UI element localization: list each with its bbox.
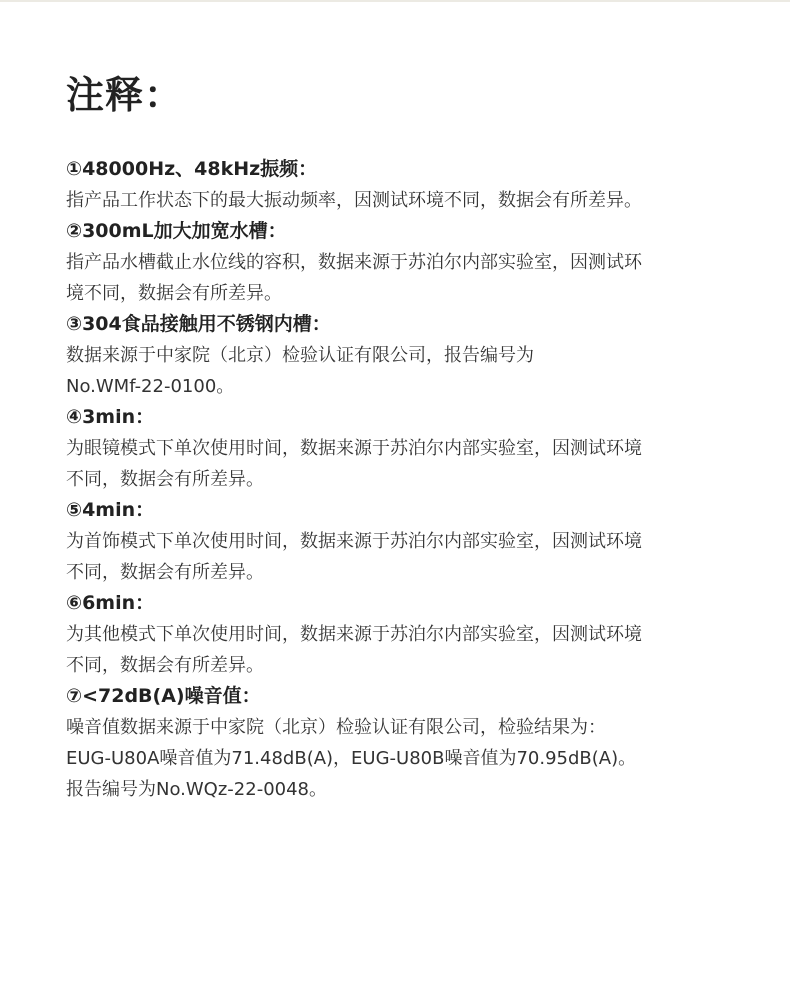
note-body: 数据来源于中家院（北京）检验认证有限公司，报告编号为 No.WMf-22-0100。 (66, 345, 534, 397)
note-body: 为眼镜模式下单次使用时间，数据来源于苏泊尔内部实验室，因测试环境 不同，数据会有所差异。 (66, 438, 642, 490)
note-body: 指产品水槽截止水位线的容积，数据来源于苏泊尔内部实验室，因测试环 境不同，数据会有所差异。 (66, 252, 642, 304)
note-item (66, 216, 726, 309)
note-item (66, 402, 726, 495)
note-item (66, 154, 726, 216)
note-body: 为其他模式下单次使用时间，数据来源于苏泊尔内部实验室，因测试环境 不同，数据会有所差异。 (66, 624, 642, 676)
notes-section (66, 68, 726, 805)
note-item (66, 588, 726, 681)
note-heading: ⑤4min： (66, 499, 155, 521)
note-heading: ③304食品接触用不锈钢内槽： (66, 313, 331, 335)
note-heading: ⑥6min： (66, 592, 155, 614)
page-title: 注释： (66, 73, 184, 117)
note-item (66, 309, 726, 402)
note-heading: ②300mL加大加宽水槽： (66, 220, 287, 242)
note-body: 指产品工作状态下的最大振动频率，因测试环境不同，数据会有所差异。 (66, 190, 642, 211)
note-heading: ④3min： (66, 406, 155, 428)
note-item (66, 681, 726, 805)
note-body: 噪音值数据来源于中家院（北京）检验认证有限公司，检验结果为： EUG-U80A噪音值为71.48dB(A)，EUG-U80B噪音值为70.95dB(A)。 报告编号为No.WQz-22-0048。 (66, 717, 637, 800)
note-heading: ①48000Hz、48kHz振频： (66, 158, 318, 180)
note-item (66, 495, 726, 588)
top-divider (0, 0, 790, 2)
note-heading: ⑦<72dB(A)噪音值： (66, 685, 261, 707)
note-body: 为首饰模式下单次使用时间，数据来源于苏泊尔内部实验室，因测试环境 不同，数据会有所差异。 (66, 531, 642, 583)
